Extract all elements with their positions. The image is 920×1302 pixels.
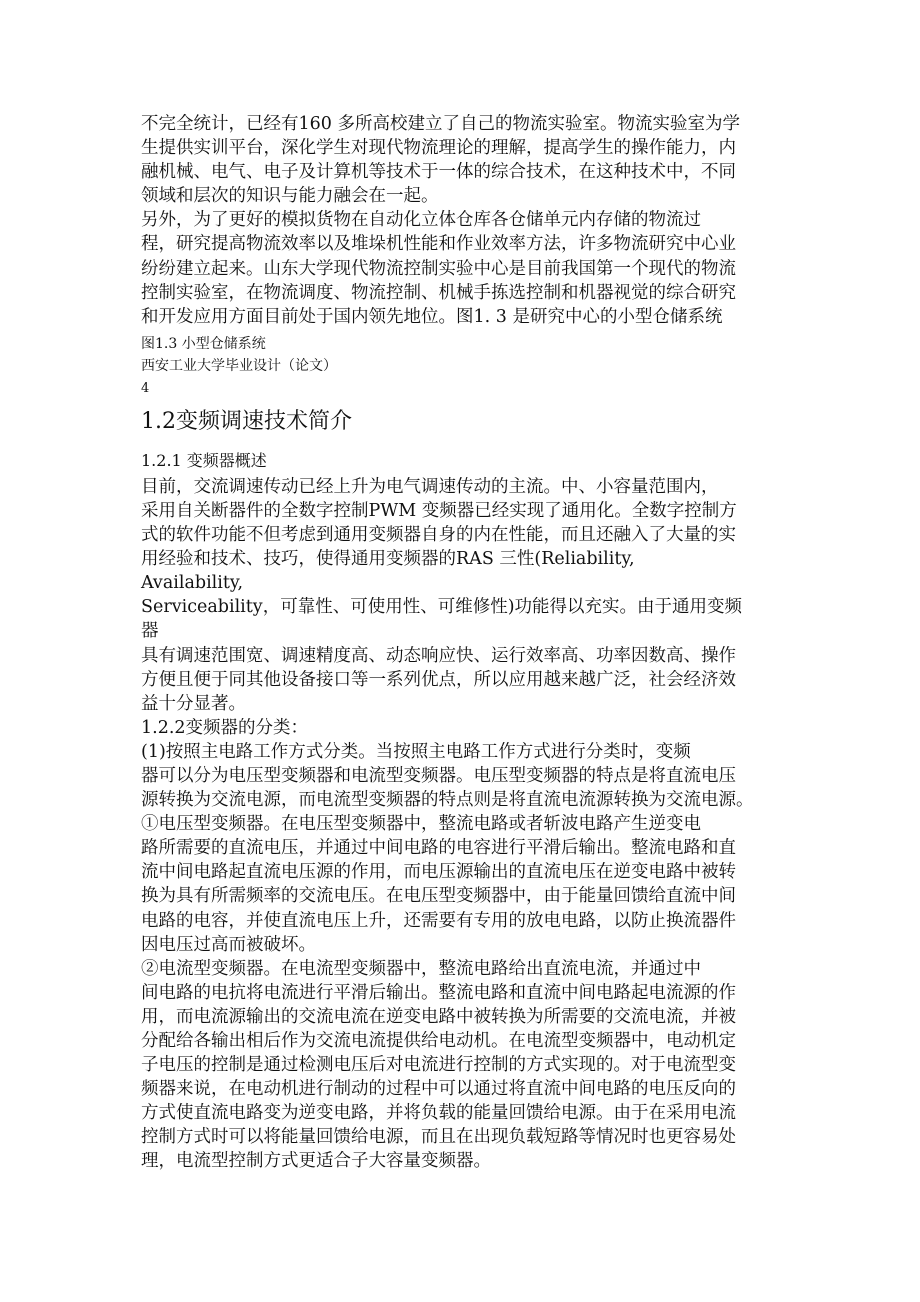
text-line: ①电压型变频器。在电压型变频器中，整流电路或者斩波电路产生逆变电 (141, 814, 701, 835)
text-line: 间电路的电抗将电流进行平滑后输出。整流电路和直流中间电路起电流源的作 (141, 982, 736, 1003)
text-line: Serviceability，可靠性、可使用性、可维修性)功能得以充实。由于通用变频 (141, 597, 743, 618)
text-line: 换为具有所需频率的交流电压。在电压型变频器中，由于能量回馈给直流中间 (141, 886, 736, 907)
text-line: 式的软件功能不但考虑到通用变频器自身的内在性能，而且还融入了大量的实 (141, 525, 736, 546)
section-heading: 1.2变频调速技术简介 (141, 408, 352, 434)
text-line: 和开发应用方面目前处于国内领先地位。图1. 3 是研究中心的小型仓储系统 (141, 306, 723, 327)
text-line: 另外，为了更好的模拟货物在自动化立体仓库各仓储单元内存储的物流过 (141, 210, 701, 231)
document-page (141, 112, 781, 1174)
text-line: 控制方式时可以将能量回馈给电源，而且在出现负载短路等情况时也更容易处 (141, 1127, 736, 1148)
text-line: 具有调速范围宽、调速精度高、动态响应快、运行效率高、功率因数高、操作 (141, 645, 736, 666)
text-line: 路所需要的直流电压，并通过中间电路的电容进行平滑后输出。整流电路和直 (141, 838, 736, 859)
text-line: 纷纷建立起来。山东大学现代物流控制实验中心是目前我国第一个现代的物流 (141, 258, 736, 279)
text-line: 生提供实训平台，深化学生对现代物流理论的理解，提高学生的操作能力，内 (141, 138, 736, 159)
text-line: ②电流型变频器。在电流型变频器中，整流电路给出直流电流，并通过中 (141, 958, 701, 979)
text-line: 子电压的控制是通过检测电压后对电流进行控制的方式实现的。对于电流型变 (141, 1055, 736, 1076)
figure-caption: 图1.3 小型仓储系统 (141, 335, 266, 352)
text-line: 源转换为交流电源，而电流型变频器的特点则是将直流电流源转换为交流电源。 (141, 790, 754, 811)
text-line: 领域和层次的知识与能力融会在一起。 (141, 186, 439, 207)
text-line: 电路的电容，并使直流电压上升，还需要有专用的放电电路，以防止换流器件 (141, 910, 736, 931)
paragraph-block-2 (141, 475, 781, 716)
text-line: 理，电流型控制方式更适合子大容量变频器。 (141, 1151, 491, 1172)
subsection-heading: 1.2.1 变频器概述 (141, 450, 267, 470)
text-line: 因电压过高而被破坏。 (141, 934, 316, 955)
text-line: 采用自关断器件的全数字控制PWM 变频器已经实现了通用化。全数字控制方 (141, 500, 737, 521)
page-number: 4 (141, 380, 150, 396)
text-line: 方便且便于同其他设备接口等一系列优点，所以应用越来越广泛，社会经济效 (141, 669, 736, 690)
text-line: 频器来说，在电动机进行制动的过程中可以通过将直流中间电路的电压反向的 (141, 1079, 736, 1100)
text-line: 分配给各输出相后作为交流电流提供给电动机。在电流型变频器中，电动机定 (141, 1031, 736, 1051)
text-line: 器 (141, 621, 159, 642)
text-line: 益十分显著。 (141, 693, 246, 714)
text-line: 方式使直流电路变为逆变电路，并将负载的能量回馈给电源。由于在采用电流 (141, 1103, 736, 1124)
paragraph-block-3 (141, 740, 781, 1174)
running-header: 西安工业大学毕业设计（论文） (141, 357, 337, 374)
text-line: (1)按照主电路工作方式分类。当按照主电路工作方式进行分类时，变频 (141, 741, 691, 762)
text-line: 器可以分为电压型变频器和电流型变频器。电压型变频器的特点是将直流电压 (141, 765, 736, 786)
subsection-heading: 1.2.2变频器的分类： (141, 717, 309, 738)
text-line: 用经验和技术、技巧，使得通用变频器的RAS 三性(Reliability, (141, 549, 635, 570)
text-line: Availability, (141, 573, 244, 594)
text-line: 不完全统计，已经有160 多所高校建立了自己的物流实验室。物流实验室为学 (141, 114, 740, 134)
text-line: 融机械、电气、电子及计算机等技术于一体的综合技术，在这种技术中，不同 (141, 162, 736, 183)
text-line: 控制实验室，在物流调度、物流控制、机械手拣选控制和机器视觉的综合研究 (141, 282, 736, 303)
text-line: 用，而电流源输出的交流电流在逆变电路中被转换为所需要的交流电流，并被 (141, 1006, 736, 1027)
text-line: 流中间电路起直流电压源的作用，而电压源输出的直流电压在逆变电路中被转 (141, 862, 736, 883)
text-line: 目前，交流调速传动已经上升为电气调速传动的主流。中、小容量范围内， (141, 476, 719, 497)
text-line: 程，研究提高物流效率以及堆垛机性能和作业效率方法，许多物流研究中心业 (141, 234, 736, 255)
paragraph-block-1 (141, 112, 781, 329)
